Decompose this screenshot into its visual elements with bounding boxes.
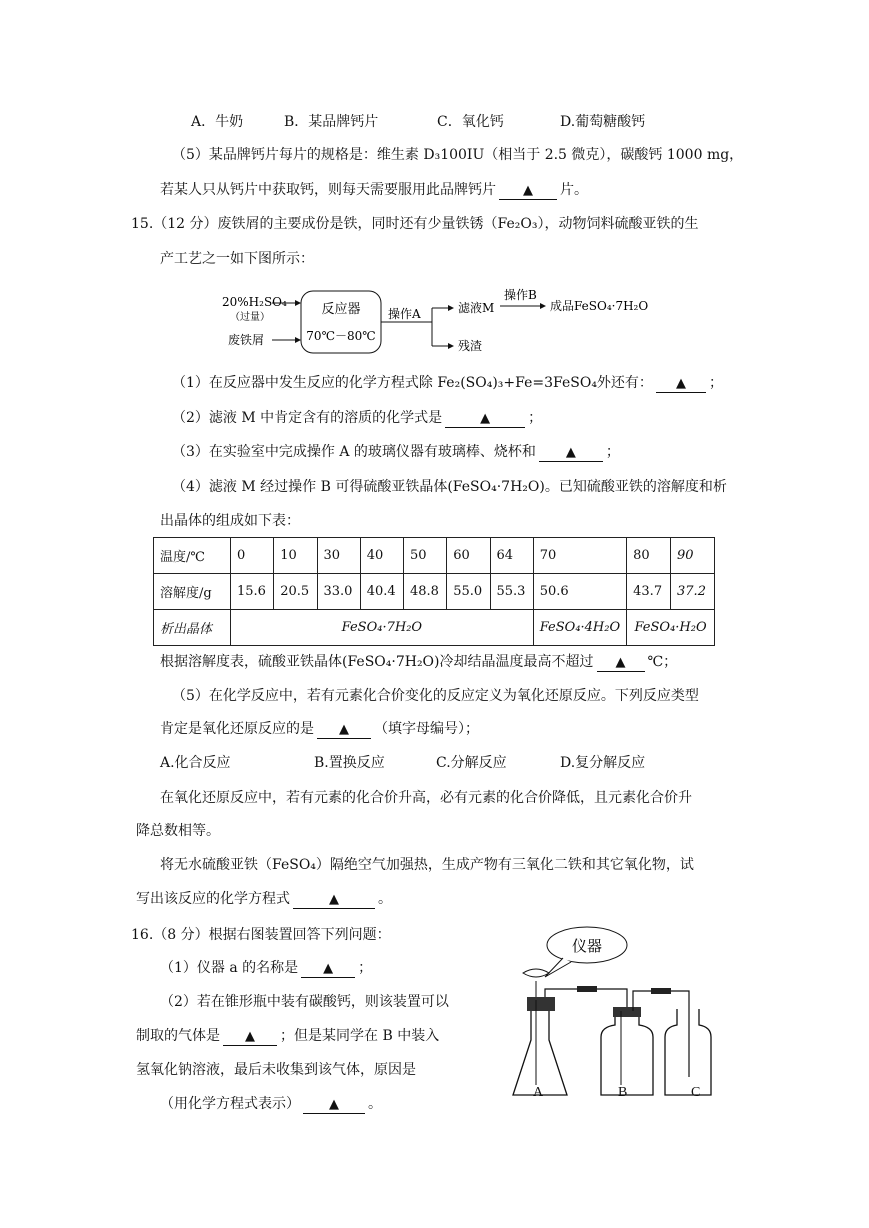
q15-4a: （4）滤液 M 经过操作 B 可得硫酸亚铁晶体(FeSO₄·7H₂O)。已知硫酸亚铁的溶解度和析 <box>172 479 727 495</box>
q15-3-text: （3）在实验室中完成操作 A 的玻璃仪器有玻璃棒、烧杯和 <box>172 444 536 460</box>
table-cell: 60 <box>447 538 490 574</box>
q15-5e: 将无水硫酸亚铁（FeSO₄）隔绝空气加强热，生成产物有三氧化二铁和其它氧化物，试 <box>160 857 694 873</box>
answer-blank[interactable] <box>301 960 355 978</box>
callout-label: 仪器 <box>571 937 603 955</box>
table-row-crystals <box>154 610 715 646</box>
q16-2d <box>160 1094 382 1114</box>
q15-intro-2: 产工艺之一如下图所示： <box>160 251 314 267</box>
q15-2-end: ； <box>528 410 543 426</box>
q15-5-opt-a: A.化合反应 <box>160 755 231 771</box>
q15-5d: 降总数相等。 <box>136 823 220 839</box>
table-label-crystals: 析出晶体 <box>154 610 231 646</box>
flow-temp: 70℃－80℃ <box>306 329 376 343</box>
flow-arrowhead-scrap <box>295 337 301 343</box>
flow-acid: 20%H₂SO₄ <box>222 295 287 309</box>
table-cell: 50 <box>404 538 447 574</box>
label-a: A <box>533 1085 544 1100</box>
flow-filtrate: 滤液M <box>458 301 495 315</box>
flow-opA: 操作A <box>388 307 421 321</box>
answer-blank[interactable] <box>303 1096 365 1114</box>
q15-5f-end: 。 <box>378 891 392 907</box>
table-cell: 33.0 <box>317 574 360 610</box>
q15-1 <box>172 373 723 393</box>
flow-arrowhead-residue <box>448 343 454 349</box>
q16-2d-text: （用化学方程式表示） <box>160 1096 300 1112</box>
funnel-bowl <box>523 969 549 977</box>
q14-option-c: C．氧化钙 <box>437 114 504 130</box>
table-cell: 50.6 <box>533 574 626 610</box>
q14-5-line1: （5）某品牌钙片每片的规格是：维生素 D₃100IU（相当于 2.5 微克），碳酸钙 1000 mg， <box>172 147 744 163</box>
table-cell: 55.0 <box>447 574 490 610</box>
q16-2a: （2）若在锥形瓶中装有碳酸钙，则该装置可以 <box>160 994 449 1010</box>
q15-5-opt-b: B.置换反应 <box>314 755 385 771</box>
table-cell: 40.4 <box>360 574 403 610</box>
answer-blank[interactable] <box>597 654 645 672</box>
solubility-table <box>153 537 715 646</box>
answer-blank[interactable] <box>499 182 557 200</box>
table-cell: 64 <box>490 538 533 574</box>
q15-1-end: ； <box>708 375 723 391</box>
q15-4c-text: 根据溶解度表，硫酸亚铁晶体(FeSO₄·7H₂O)冷却结晶温度最高不超过 <box>160 654 594 670</box>
flow-reactor-box <box>301 291 381 353</box>
table-cell: 20.5 <box>274 574 317 610</box>
q15-5-opt-d: D.复分解反应 <box>560 755 646 771</box>
table-cell: 48.8 <box>404 574 447 610</box>
answer-blank[interactable] <box>445 410 525 428</box>
flow-arrowhead-filtrate <box>448 305 454 311</box>
process-flow-diagram <box>210 282 680 362</box>
q15-5b <box>160 719 479 739</box>
answer-blank[interactable] <box>539 444 603 462</box>
table-cell: 70 <box>533 538 626 574</box>
q16-1-end: ； <box>358 960 373 976</box>
callout-tail <box>545 958 571 977</box>
q14-5-line2 <box>160 180 588 200</box>
table-cell: 10 <box>274 538 317 574</box>
answer-blank[interactable] <box>223 1028 277 1046</box>
table-row-solubility <box>154 574 715 610</box>
q15-3 <box>172 442 620 462</box>
q14-5-line2-text: 若某人只从钙片中获取钙，则每天需要服用此品牌钙片 <box>160 182 496 198</box>
bottle-c <box>665 1009 711 1095</box>
flow-residue: 残渣 <box>458 339 483 353</box>
q16-2d-end: 。 <box>368 1096 382 1112</box>
table-cell: 0 <box>231 538 274 574</box>
q15-2-text: （2）滤液 M 中肯定含有的溶质的化学式是 <box>172 410 443 426</box>
answer-blank[interactable] <box>656 375 706 393</box>
q16-2b <box>136 1026 439 1046</box>
q15-4c-end: ℃； <box>647 654 678 670</box>
label-b: B <box>618 1085 628 1100</box>
answer-blank[interactable] <box>293 891 375 909</box>
q14-5-line2-end: 片。 <box>560 182 588 198</box>
q16-1 <box>160 958 372 978</box>
label-c: C <box>691 1085 701 1100</box>
q15-5f-text: 写出该反应的化学方程式 <box>136 891 290 907</box>
connector-ab <box>577 986 597 992</box>
flow-product: 成品FeSO₄·7H₂O <box>550 299 649 313</box>
table-cell: 55.3 <box>490 574 533 610</box>
stopper-b <box>613 1007 641 1017</box>
q14-option-a: A．牛奶 <box>191 114 244 130</box>
table-cell: 90 <box>671 538 715 574</box>
table-row-temperature <box>154 538 715 574</box>
table-label-solubility: 溶解度/g <box>154 574 231 610</box>
q16-intro: 16.（8 分）根据右图装置回答下列问题： <box>131 927 391 943</box>
q15-5b-text: 肯定是氧化还原反应的是 <box>160 721 314 737</box>
table-cell: 15.6 <box>231 574 274 610</box>
q15-5b-end: （填字母编号）； <box>374 721 479 737</box>
flow-acid-note: （过量） <box>230 312 270 323</box>
table-cell: 37.2 <box>671 574 715 610</box>
q14-option-d: D.葡萄糖酸钙 <box>560 114 646 130</box>
q15-5-opt-c: C.分解反应 <box>436 755 507 771</box>
q15-5f <box>136 889 392 909</box>
q16-2b-text: 制取的气体是 <box>136 1028 220 1044</box>
flow-arrowhead-opB <box>540 303 546 309</box>
flow-reactor: 反应器 <box>321 302 361 317</box>
q16-2c: 氢氧化钠溶液，最后未收集到该气体，原因是 <box>136 1062 416 1078</box>
table-cell: 80 <box>627 538 671 574</box>
table-cell: 43.7 <box>627 574 671 610</box>
table-cell: FeSO₄·7H₂O <box>231 610 534 646</box>
q15-1-text: （1）在反应器中发生反应的化学方程式除 Fe₂(SO₄)₃+Fe=3FeSO₄外还有： <box>172 375 653 391</box>
q15-5c: 在氧化还原反应中，若有元素的化合价升高，必有元素的化合价降低，且元素化合价升 <box>160 790 692 806</box>
q15-intro-1: 15.（12 分）废铁屑的主要成份是铁，同时还有少量铁锈（Fe₂O₃），动物饲料硫酸亚铁的生 <box>131 216 699 232</box>
table-label-temp: 温度/℃ <box>154 538 231 574</box>
connector-bc <box>651 988 671 994</box>
tube-bc <box>633 991 689 1077</box>
table-cell: FeSO₄·4H₂O <box>533 610 626 646</box>
flow-arrowhead-acid <box>295 300 301 306</box>
q15-3-end: ； <box>605 444 620 460</box>
flow-scrap: 废铁屑 <box>228 333 265 347</box>
q16-2b-mid: ；但是某同学在 B 中装入 <box>280 1028 440 1044</box>
q15-5a: （5）在化学反应中，若有元素化合价变化的反应定义为氧化还原反应。下列反应类型 <box>172 688 699 704</box>
q16-1-text: （1）仪器 a 的名称是 <box>160 960 299 976</box>
flow-opB: 操作B <box>504 288 537 302</box>
table-cell: 30 <box>317 538 360 574</box>
q15-2 <box>172 408 542 428</box>
table-cell: FeSO₄·H₂O <box>627 610 715 646</box>
q15-4b: 出晶体的组成如下表： <box>160 513 300 529</box>
stopper-a <box>527 997 555 1011</box>
q15-4c <box>160 652 677 672</box>
answer-blank[interactable] <box>317 721 371 739</box>
q14-option-b: B．某品牌钙片 <box>284 114 379 130</box>
table-cell: 40 <box>360 538 403 574</box>
